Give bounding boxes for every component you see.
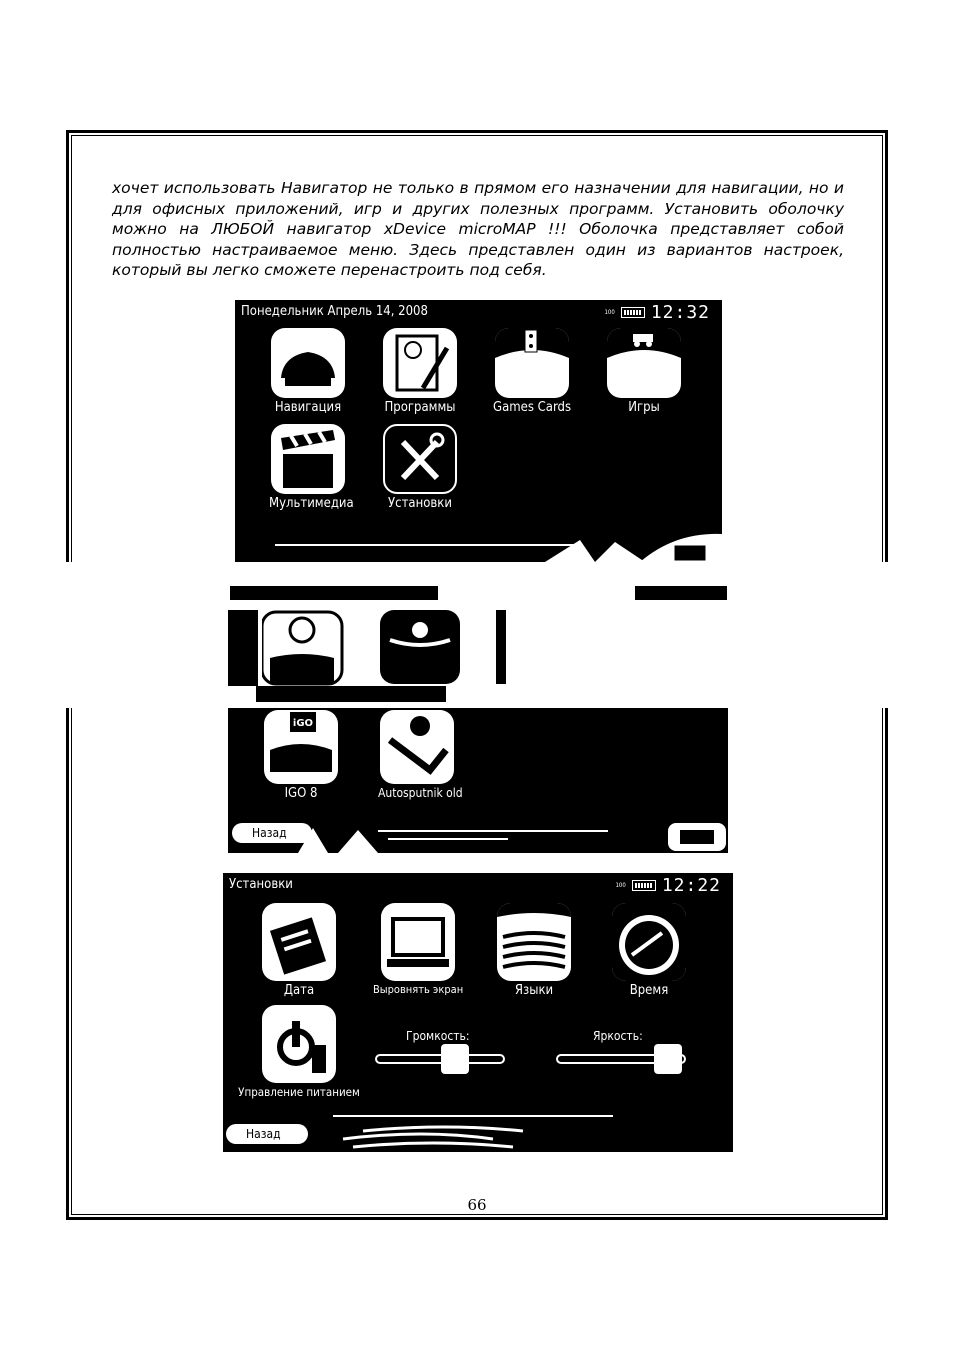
car-icon: [271, 328, 345, 398]
tile-settings[interactable]: [381, 424, 459, 511]
tile-label: Установки: [388, 496, 452, 511]
back-button[interactable]: Назад: [226, 1124, 308, 1144]
battery-icon: [632, 880, 656, 891]
clock: 12:32: [650, 302, 710, 323]
tile-label: Время: [629, 983, 669, 998]
faded-tiles: [262, 610, 512, 690]
tile-label: IGO 8: [284, 786, 318, 801]
flags-icon: [497, 903, 571, 981]
tile-date[interactable]: [260, 903, 338, 998]
tile-label: Навигация: [274, 400, 342, 415]
tile-label: Мультимедиа: [269, 496, 354, 511]
dice-icon: [495, 328, 569, 398]
tile-games[interactable]: [605, 328, 683, 415]
tile-navigation[interactable]: [269, 328, 347, 415]
power-icon: [262, 1005, 336, 1083]
clock-icon: [612, 903, 686, 981]
dock-decoration: [228, 808, 728, 853]
tile-label: Программы: [384, 400, 456, 415]
tile-autosputnik[interactable]: [378, 710, 463, 800]
dock-decoration: [223, 1109, 733, 1152]
brightness-label: Яркость:: [593, 1029, 643, 1043]
tile-calibrate-screen[interactable]: [373, 903, 463, 996]
volume-slider[interactable]: [375, 1054, 505, 1064]
tile-programs[interactable]: [381, 328, 459, 415]
clock: 12:22: [661, 875, 721, 896]
tile-label: Дата: [283, 983, 315, 998]
tile-label: Autosputnik old: [378, 786, 463, 800]
satellite-icon: [380, 710, 454, 784]
date-header: Понедельник Апрель 14, 2008: [241, 304, 428, 319]
intro-paragraph: хочет использовать Навигатор не только в прямом его назначении для навигации, но и для офисных приложений, игр и других полезных программ. Установить оболочку можно на ЛЮБОЙ навигатор xDevice microMAP !!! Оболочка представляет собой полностью настраиваемое меню. Здесь представлен один из вариантов настроек, который вы легко сможете перенастроить под себя.: [112, 179, 844, 279]
main-menu-screen: [235, 300, 722, 562]
tile-label: Games Cards: [493, 400, 572, 415]
battery-icon: [621, 307, 645, 318]
back-button[interactable]: Назад: [232, 823, 312, 843]
svg-text:iGO: iGO: [292, 718, 314, 729]
tile-label: Языки: [514, 983, 554, 998]
tile-label: Управление питанием: [238, 1085, 360, 1099]
calendar-icon: [262, 903, 336, 981]
igo-icon: [264, 710, 338, 784]
tools-icon: [383, 424, 457, 494]
screen-icon: [381, 903, 455, 981]
brightness-knob[interactable]: [654, 1044, 682, 1074]
tile-multimedia[interactable]: [269, 424, 354, 511]
tile-games-cards[interactable]: [493, 328, 571, 415]
clapperboard-icon: [271, 424, 345, 494]
tile-power-management[interactable]: [236, 1005, 362, 1099]
tile-label: Выровнять экран: [373, 983, 464, 996]
navigation-submenu-screen: [228, 708, 728, 853]
tile-igo8[interactable]: [262, 710, 340, 801]
volume-label: Громкость:: [406, 1029, 470, 1043]
volume-knob[interactable]: [441, 1044, 469, 1074]
tile-time[interactable]: [610, 903, 688, 998]
scan-gap: [0, 562, 954, 708]
tile-label: Игры: [628, 400, 660, 415]
status-bar: 100 12:32: [604, 302, 710, 323]
settings-screen: [223, 873, 733, 1152]
dock-bar: [235, 522, 722, 562]
status-bar: 100 12:22: [615, 875, 721, 896]
documents-icon: [383, 328, 457, 398]
settings-header: Установки: [229, 877, 293, 892]
brightness-slider[interactable]: [556, 1054, 686, 1064]
dock-decoration: [235, 522, 722, 562]
page-number: 66: [467, 1196, 487, 1214]
tile-languages[interactable]: [495, 903, 573, 998]
game-car-icon: [607, 328, 681, 398]
